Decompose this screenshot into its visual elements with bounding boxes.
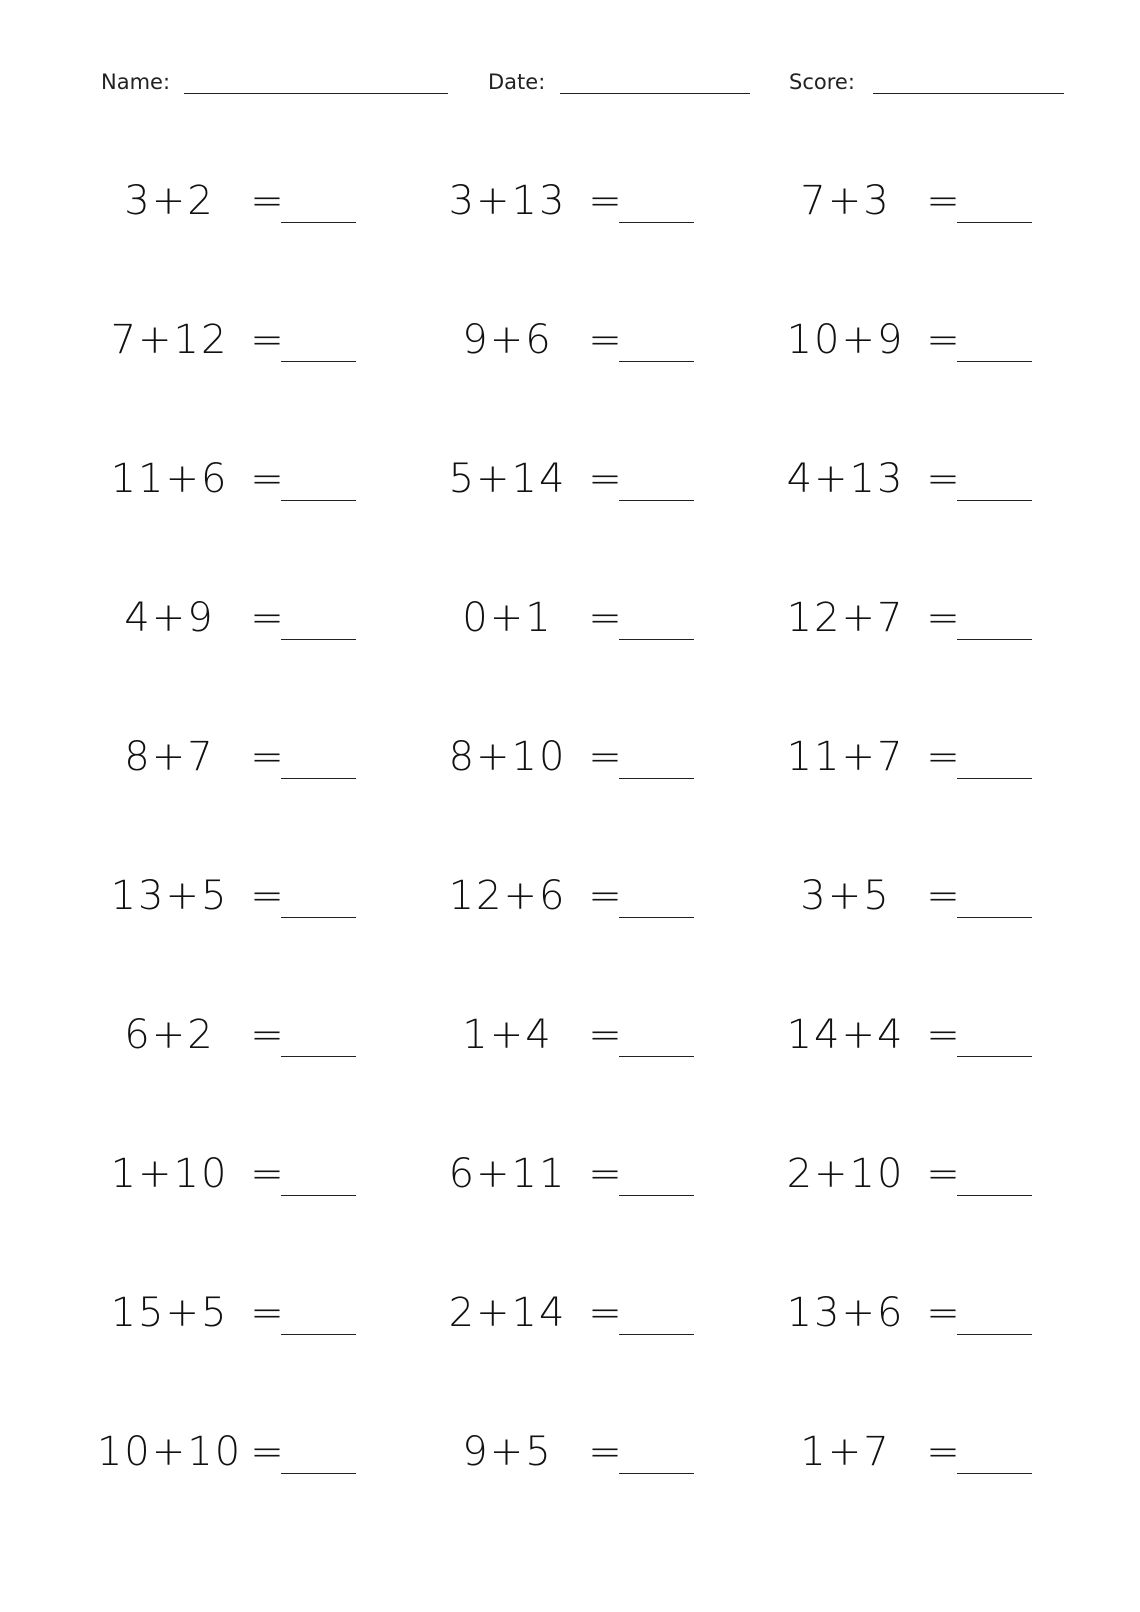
problem-expression: 1+7 [800,1429,891,1475]
answer-blank[interactable] [957,1334,1032,1335]
problem-expression: 15+5 [110,1290,229,1336]
problem-item [758,994,1078,1074]
problem-item [420,160,740,240]
problem-item [758,1133,1078,1213]
answer-blank[interactable] [957,1195,1032,1196]
problem-expression: 12+7 [786,595,905,641]
problem-item [420,299,740,379]
answer-blank[interactable] [619,361,694,362]
answer-blank[interactable] [281,222,356,223]
answer-blank[interactable] [281,500,356,501]
problem-item [420,716,740,796]
equals-sign: = [250,317,284,363]
answer-blank[interactable] [619,1473,694,1474]
problem-item [758,160,1078,240]
answer-blank[interactable] [619,1334,694,1335]
equals-sign: = [250,873,284,919]
answer-blank[interactable] [281,1334,356,1335]
problem-expression: 0+1 [462,595,553,641]
problem-expression: 6+11 [448,1151,567,1197]
equals-sign: = [588,178,622,224]
equals-sign: = [588,1151,622,1197]
answer-blank[interactable] [281,917,356,918]
equals-sign: = [926,873,960,919]
problem-item [82,1411,402,1491]
answer-blank[interactable] [619,222,694,223]
equals-sign: = [250,178,284,224]
problem-expression: 12+6 [448,873,567,919]
answer-blank[interactable] [281,1195,356,1196]
problem-expression: 2+14 [448,1290,567,1336]
problem-expression: 7+3 [800,178,891,224]
answer-blank[interactable] [619,1056,694,1057]
problem-expression: 6+2 [124,1012,215,1058]
problem-expression: 1+4 [462,1012,553,1058]
equals-sign: = [926,734,960,780]
problem-expression: 14+4 [786,1012,905,1058]
problem-expression: 3+5 [800,873,891,919]
problem-item [420,1411,740,1491]
name-field[interactable] [101,66,448,100]
problem-expression: 3+13 [448,178,567,224]
equals-sign: = [250,734,284,780]
problem-item [82,1272,402,1352]
problem-expression: 9+6 [462,317,553,363]
problem-item [82,1133,402,1213]
problem-expression: 13+6 [786,1290,905,1336]
problem-expression: 5+14 [448,456,567,502]
problem-expression: 8+7 [124,734,215,780]
name-blank-line[interactable] [184,93,448,94]
problem-expression: 1+10 [110,1151,229,1197]
answer-blank[interactable] [957,1473,1032,1474]
answer-blank[interactable] [619,778,694,779]
problem-grid [0,160,1140,1560]
equals-sign: = [588,873,622,919]
answer-blank[interactable] [619,917,694,918]
problem-item [758,438,1078,518]
date-field[interactable] [488,66,750,100]
name-label: Name: [101,70,171,94]
equals-sign: = [588,734,622,780]
problem-item [420,855,740,935]
equals-sign: = [588,317,622,363]
answer-blank[interactable] [619,500,694,501]
equals-sign: = [250,595,284,641]
problem-item [420,438,740,518]
problem-expression: 11+7 [786,734,905,780]
problem-item [420,1133,740,1213]
equals-sign: = [588,595,622,641]
equals-sign: = [926,456,960,502]
problem-item [758,716,1078,796]
answer-blank[interactable] [281,639,356,640]
problem-expression: 4+13 [786,456,905,502]
equals-sign: = [926,317,960,363]
answer-blank[interactable] [957,361,1032,362]
problem-expression: 8+10 [448,734,567,780]
score-blank-line[interactable] [873,93,1064,94]
score-field[interactable] [789,66,1064,100]
problem-expression: 3+2 [124,178,215,224]
answer-blank[interactable] [619,1195,694,1196]
equals-sign: = [926,1151,960,1197]
problem-item [82,299,402,379]
equals-sign: = [926,1290,960,1336]
problem-expression: 10+10 [96,1429,243,1475]
equals-sign: = [250,1429,284,1475]
answer-blank[interactable] [619,639,694,640]
answer-blank[interactable] [957,639,1032,640]
equals-sign: = [588,1290,622,1336]
answer-blank[interactable] [957,778,1032,779]
problem-item [82,577,402,657]
worksheet-header [0,66,1140,106]
equals-sign: = [588,1012,622,1058]
answer-blank[interactable] [281,361,356,362]
answer-blank[interactable] [281,1473,356,1474]
problem-item [758,299,1078,379]
equals-sign: = [588,1429,622,1475]
problem-item [420,577,740,657]
equals-sign: = [926,1012,960,1058]
problem-expression: 10+9 [786,317,905,363]
equals-sign: = [250,456,284,502]
answer-blank[interactable] [281,778,356,779]
score-label: Score: [789,70,855,94]
problem-expression: 4+9 [124,595,215,641]
answer-blank[interactable] [957,917,1032,918]
equals-sign: = [250,1151,284,1197]
equals-sign: = [588,456,622,502]
problem-item [82,994,402,1074]
problem-item [420,994,740,1074]
equals-sign: = [250,1290,284,1336]
problem-item [758,1272,1078,1352]
problem-item [758,1411,1078,1491]
equals-sign: = [926,178,960,224]
date-label: Date: [488,70,546,94]
problem-expression: 9+5 [462,1429,553,1475]
problem-item [82,716,402,796]
problem-item [758,577,1078,657]
equals-sign: = [926,595,960,641]
date-blank-line[interactable] [560,93,750,94]
problem-item [82,438,402,518]
problem-expression: 13+5 [110,873,229,919]
problem-expression: 11+6 [110,456,229,502]
answer-blank[interactable] [957,1056,1032,1057]
answer-blank[interactable] [281,1056,356,1057]
problem-item [758,855,1078,935]
problem-expression: 7+12 [110,317,229,363]
problem-item [420,1272,740,1352]
answer-blank[interactable] [957,222,1032,223]
problem-item [82,160,402,240]
answer-blank[interactable] [957,500,1032,501]
problem-item [82,855,402,935]
problem-expression: 2+10 [786,1151,905,1197]
equals-sign: = [926,1429,960,1475]
equals-sign: = [250,1012,284,1058]
